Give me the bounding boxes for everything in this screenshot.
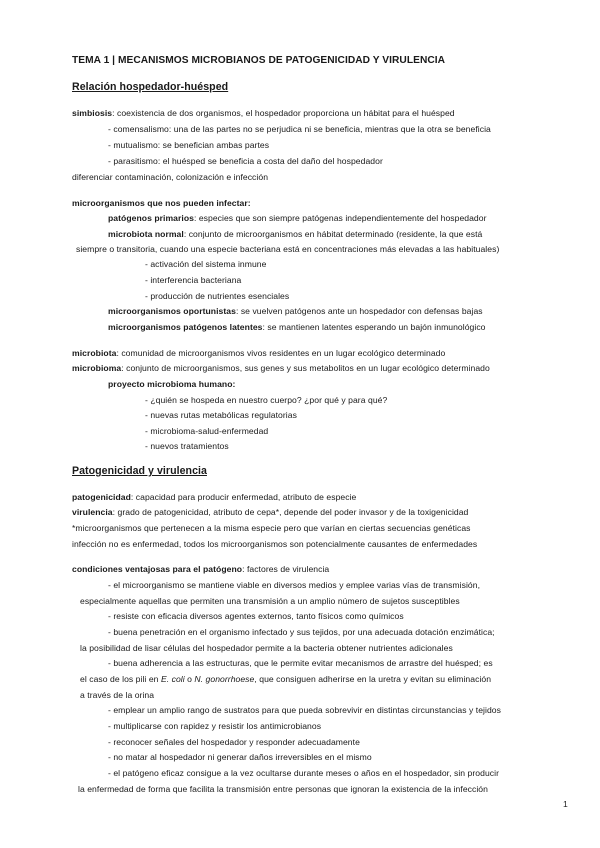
document-title: TEMA 1 | MECANISMOS MICROBIANOS DE PATOGENICIDAD Y VIRULENCIA bbox=[72, 55, 446, 66]
list-item-normal: - activación del sistema inmune bbox=[145, 259, 267, 269]
list-item-comensalismo: - comensalismo: una de las partes no se perjudica ni se beneficia, mientras que la otra se beneficia bbox=[108, 124, 491, 134]
list-item-condicion: - multiplicarse con rapidez y resistir los antimicrobianos bbox=[108, 721, 322, 731]
section-heading-relacion: Relación hospedador-huésped bbox=[72, 81, 229, 93]
list-item-parasitismo: - parasitismo: el huésped se beneficia a costa del daño del hospedador bbox=[108, 156, 383, 166]
list-item-condicion: - reconocer señales del hospedador y responder adecuadamente bbox=[108, 737, 360, 747]
list-item-normal: - interferencia bacteriana bbox=[145, 275, 242, 285]
list-item-condicion-cont: el caso de los pili en E. coli o N. gonorrhoese, que consiguen adherirse en la uretra y evitan su eliminación bbox=[80, 674, 492, 684]
list-item-proyecto: - microbioma-salud-enfermedad bbox=[145, 426, 269, 436]
list-item-condicion: - no matar al hospedador ni generar daños irreversibles en el mismo bbox=[108, 752, 372, 762]
list-item-condicion-cont: especialmente aquellas que permiten una transmisión a un amplio número de sujetos susceptibles bbox=[80, 596, 460, 606]
def-oportunistas: microorganismos oportunistas: se vuelven patógenos ante un hospedador con defensas bajas bbox=[108, 306, 483, 316]
list-item-condicion: - emplear un amplio rango de sustratos para que pueda sobrevivir en distintas circunstancias y tejidos bbox=[108, 705, 501, 715]
def-condiciones: condiciones ventajosas para el patógeno: factores de virulencia bbox=[72, 564, 330, 574]
def-microbiota-normal: microbiota normal: conjunto de microorganismos en hábitat determinado (residente, la que está bbox=[108, 229, 483, 239]
term-simbiosis: simbiosis bbox=[72, 108, 113, 118]
list-item-condicion: - el microorganismo se mantiene viable en diversos medios y emplee varias vías de transmisión, bbox=[108, 580, 481, 590]
def-simbiosis: simbiosis: coexistencia de dos organismos, el hospedador proporciona un hábitat para el huésped bbox=[72, 108, 455, 118]
list-item-condicion-cont: la posibilidad de lisar células del hospedador permite a la bacteria obtener nutrientes adicionales bbox=[80, 643, 453, 653]
list-item-condicion-cont: a través de la orina bbox=[80, 690, 155, 700]
def-microbiota: microbiota: comunidad de microorganismos vivos residentes en un lugar ecológico determinado bbox=[72, 348, 446, 358]
list-item-condicion: - buena adherencia a las estructuras, que le permite evitar mecanismos de arrastre del huésped; es bbox=[108, 658, 493, 668]
def-patogenos-primarios: patógenos primarios: especies que son siempre patógenas independientemente del hospedador bbox=[108, 213, 487, 223]
list-item-proyecto: - nuevas rutas metabólicas regulatorias bbox=[145, 410, 297, 420]
def-virulencia: virulencia: grado de patogenicidad, atributo de cepa*, depende del poder invasor y de la toxigenicidad bbox=[72, 507, 469, 517]
list-item-proyecto: - ¿quién se hospeda en nuestro cuerpo? ¿por qué y para qué? bbox=[145, 395, 388, 405]
def-latentes: microorganismos patógenos latentes: se mantienen latentes esperando un bajón inmunológico bbox=[108, 322, 486, 332]
list-item-condicion: - buena penetración en el organismo infectado y sus tejidos, por una adecuada dotación enzimática; bbox=[108, 627, 495, 637]
section-heading-patogenicidad: Patogenicidad y virulencia bbox=[72, 465, 207, 477]
list-item-mutualismo: - mutualismo: se benefician ambas partes bbox=[108, 140, 270, 150]
text-infeccion: infección no es enfermedad, todos los microorganismos son potencialmente causantes de enfermedades bbox=[72, 539, 478, 549]
list-item-normal: - producción de nutrientes esenciales bbox=[145, 291, 290, 301]
list-item-condicion: - resiste con eficacia diversos agentes externos, tanto físicos como químicos bbox=[108, 611, 404, 621]
subheading-proyecto: proyecto microbioma humano: bbox=[108, 379, 236, 389]
def-patogenicidad: patogenicidad: capacidad para producir enfermedad, atributo de especie bbox=[72, 492, 357, 502]
def-microbioma: microbioma: conjunto de microorganismos, sus genes y sus metabolitos en un lugar ecológico determinado bbox=[72, 363, 490, 373]
text-diferenciar: diferenciar contaminación, colonización e infección bbox=[72, 172, 269, 182]
subheading-microorganismos: microorganismos que nos pueden infectar: bbox=[72, 198, 251, 208]
text-nota-cepa: *microorganismos que pertenecen a la misma especie pero que varían en ciertas secuencias genéticas bbox=[72, 523, 471, 533]
page-number: 1 bbox=[563, 799, 568, 809]
list-item-proyecto: - nuevos tratamientos bbox=[145, 441, 229, 451]
list-item-condicion-cont: la enfermedad de forma que facilita la transmisión entre personas que ignoran la existencia de la infección bbox=[78, 784, 488, 794]
def-microbiota-normal-cont: siempre o transitoria, cuando una especie bacteriana está en concentraciones más elevadas a las habituales) bbox=[76, 244, 500, 254]
list-item-condicion: - el patógeno eficaz consigue a la vez ocultarse durante meses o años en el hospedador, sin producir bbox=[108, 768, 500, 778]
